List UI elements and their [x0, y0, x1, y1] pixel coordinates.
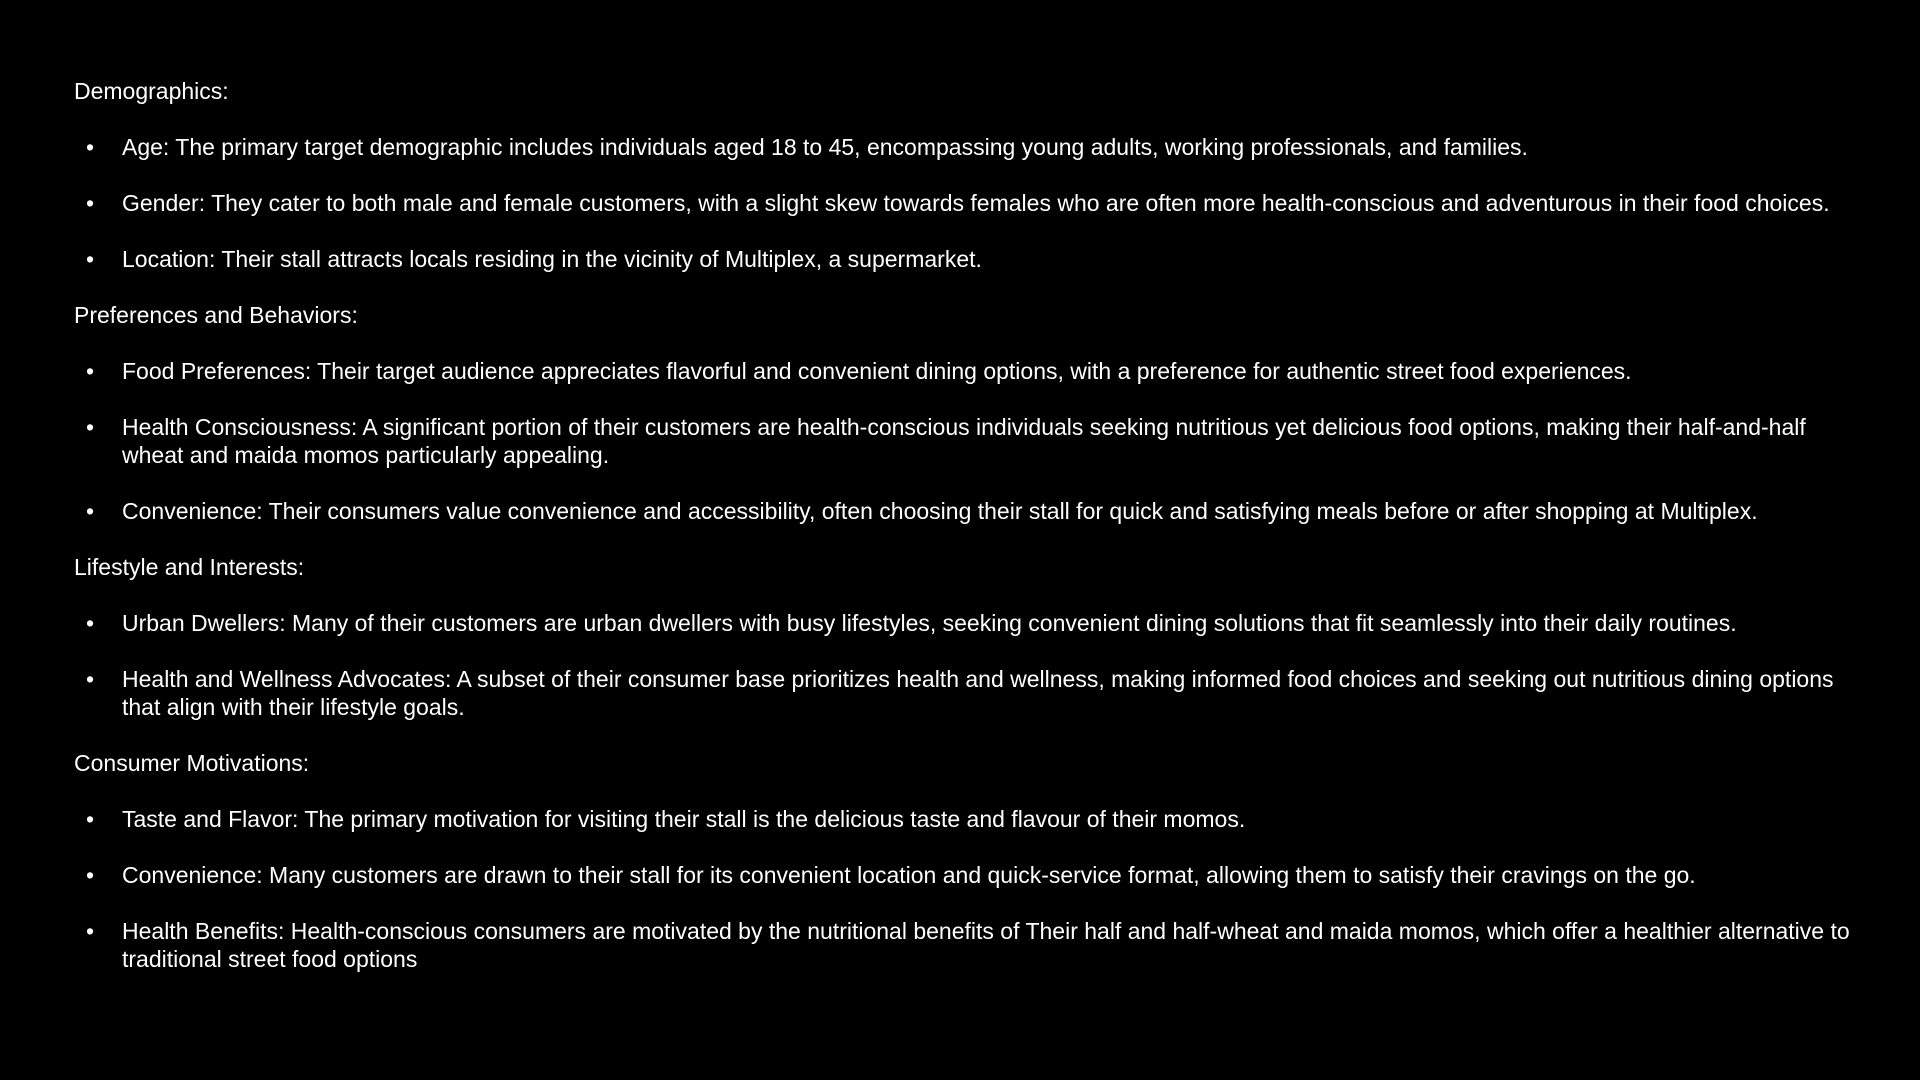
bullet-icon: •: [86, 134, 95, 160]
section-consumer-motivations: [74, 749, 1854, 973]
bullet-icon: •: [86, 862, 95, 888]
bullet-icon: •: [86, 666, 95, 692]
bullet-icon: •: [86, 358, 95, 384]
bullet-icon: •: [86, 918, 95, 944]
list-item-text: Location: Their stall attracts locals residing in the vicinity of Multiplex, a supermarket.: [122, 246, 982, 272]
section-heading: Preferences and Behaviors:: [74, 302, 358, 328]
section-preferences-behaviors: [74, 301, 1854, 525]
list-item-text: Urban Dwellers: Many of their customers are urban dwellers with busy lifestyles, seeking convenient dining solutions that fit seamlessly into their daily routines.: [122, 610, 1737, 636]
list-item: [74, 861, 1854, 889]
bullet-icon: •: [86, 246, 95, 272]
list-item: [74, 133, 1854, 161]
list-item-text: Health Consciousness: A significant portion of their customers are health-conscious individuals seeking nutritious yet delicious food options, making their half-and-half wheat and maida momos particularly appealing.: [122, 414, 1806, 468]
list-item-text: Gender: They cater to both male and female customers, with a slight skew towards females who are often more health-conscious and adventurous in their food choices.: [122, 190, 1830, 216]
bullet-icon: •: [86, 414, 95, 440]
list-item-text: Taste and Flavor: The primary motivation for visiting their stall is the delicious taste and flavour of their momos.: [122, 806, 1246, 832]
bullet-list: [74, 357, 1854, 525]
list-item-text: Health and Wellness Advocates: A subset of their consumer base prioritizes health and wellness, making informed food choices and seeking out nutritious dining options that align with their lifestyle goals.: [122, 666, 1834, 720]
document-body: [74, 77, 1854, 1001]
list-item: [74, 413, 1854, 469]
list-item: [74, 357, 1854, 385]
list-item-text: Convenience: Their consumers value convenience and accessibility, often choosing their stall for quick and satisfying meals before or after shopping at Multiplex.: [122, 498, 1758, 524]
list-item-text: Age: The primary target demographic includes individuals aged 18 to 45, encompassing young adults, working professionals, and families.: [122, 134, 1528, 160]
section-heading: Demographics:: [74, 78, 229, 104]
section-heading: Lifestyle and Interests:: [74, 554, 305, 580]
section-lifestyle-interests: [74, 553, 1854, 721]
list-item: [74, 497, 1854, 525]
list-item: [74, 665, 1854, 721]
bullet-icon: •: [86, 610, 95, 636]
list-item: [74, 609, 1854, 637]
section-demographics: [74, 77, 1854, 273]
list-item-text: Food Preferences: Their target audience appreciates flavorful and convenient dining options, with a preference for authentic street food experiences.: [122, 358, 1632, 384]
bullet-icon: •: [86, 806, 95, 832]
bullet-list: [74, 133, 1854, 273]
bullet-icon: •: [86, 498, 95, 524]
list-item-text: Health Benefits: Health-conscious consumers are motivated by the nutritional benefits of Their half and half-wheat and maida momos, which offer a healthier alternative to traditional street food options: [122, 918, 1850, 972]
list-item: [74, 245, 1854, 273]
bullet-icon: •: [86, 190, 95, 216]
bullet-list: [74, 805, 1854, 973]
list-item-text: Convenience: Many customers are drawn to their stall for its convenient location and quick-service format, allowing them to satisfy their cravings on the go.: [122, 862, 1696, 888]
bullet-list: [74, 609, 1854, 721]
list-item: [74, 189, 1854, 217]
section-heading: Consumer Motivations:: [74, 750, 310, 776]
list-item: [74, 917, 1854, 973]
list-item: [74, 805, 1854, 833]
